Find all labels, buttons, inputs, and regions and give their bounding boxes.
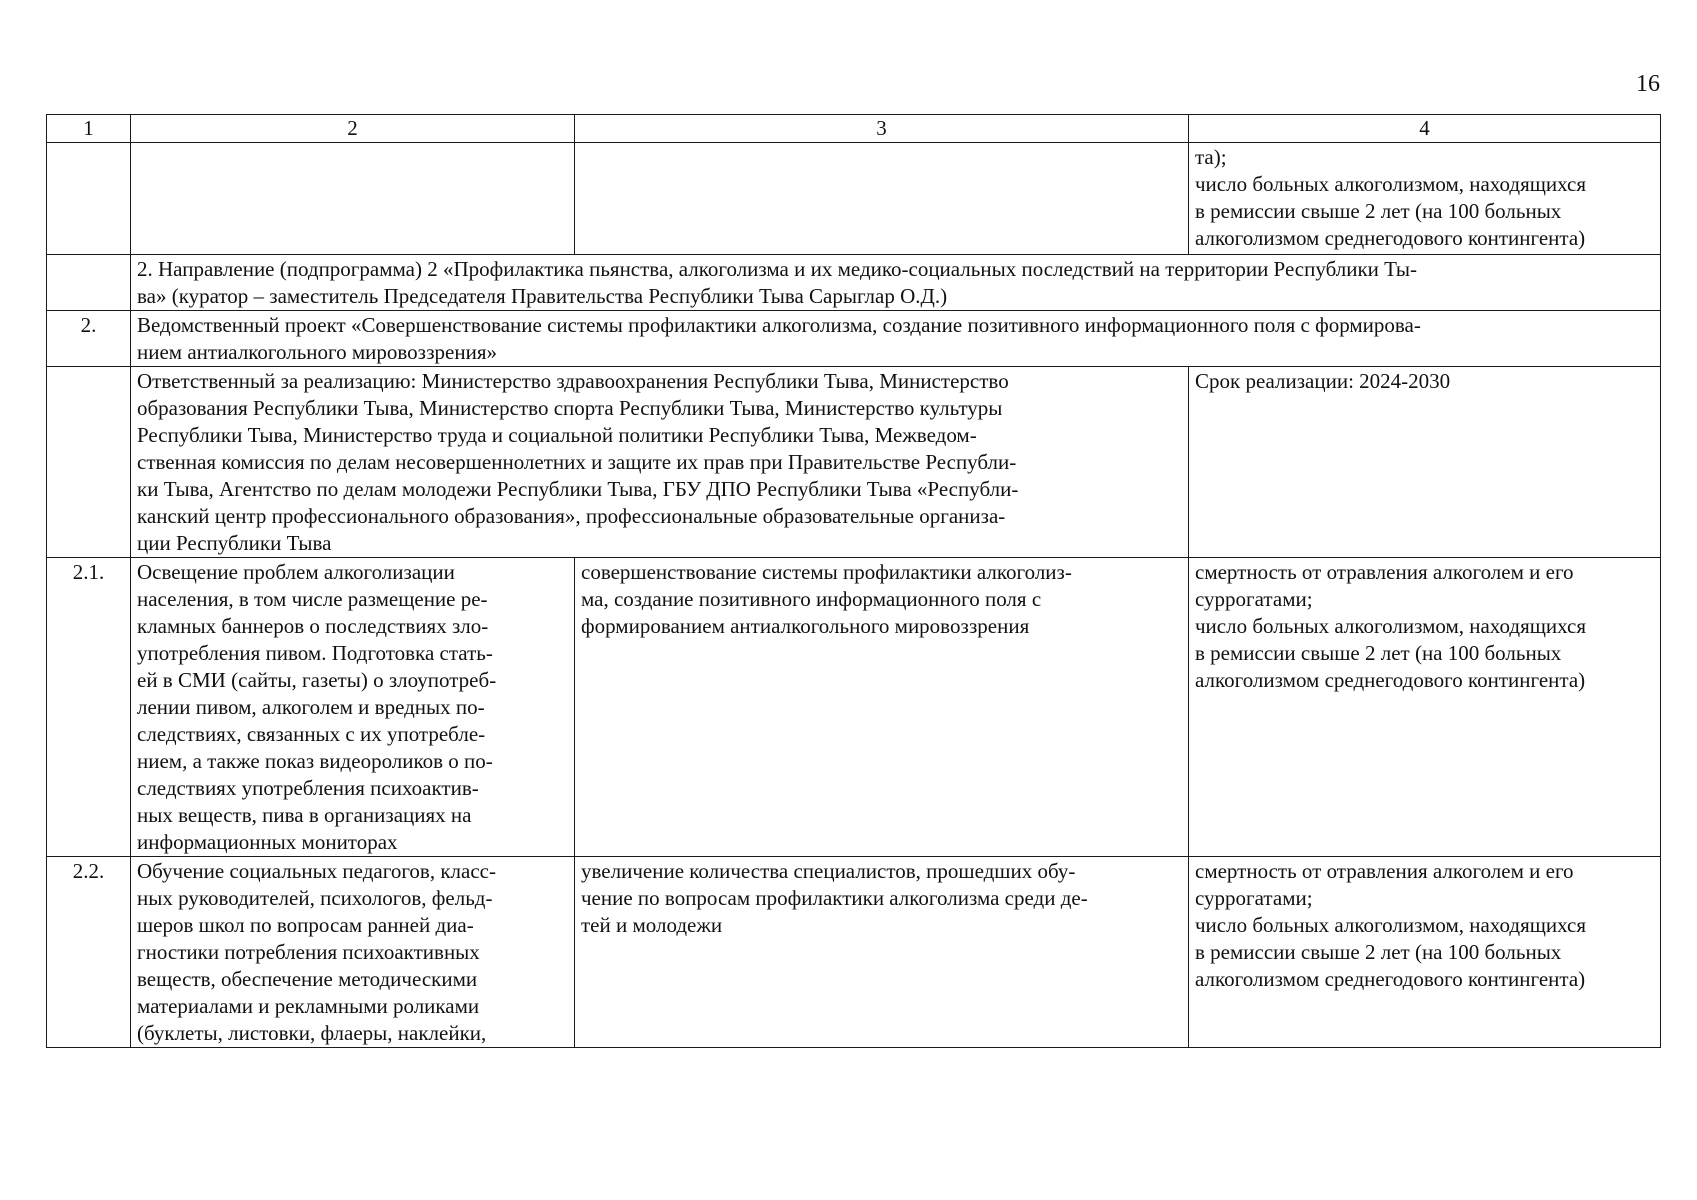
table-row [47, 857, 1661, 1048]
measure-line: следствиях употребления психоактив- [137, 776, 479, 800]
responsible-num-cell [47, 367, 131, 558]
header-col-4: 4 [1189, 115, 1661, 143]
indicator-cell [1189, 857, 1661, 1048]
direction-num-cell [47, 255, 131, 311]
header-col-3: 3 [575, 115, 1189, 143]
indicator-line: смертность от отравления алкоголем и его [1195, 859, 1574, 883]
continuation-num-cell [47, 143, 131, 255]
measure-line: употребления пивом. Подготовка стать- [137, 641, 493, 665]
continuation-col3-cell [575, 143, 1189, 255]
result-line: ма, создание позитивного информационного поля с [581, 587, 1042, 611]
measure-line: населения, в том числе размещение ре- [137, 587, 488, 611]
responsible-line: Ответственный за реализацию: Министерство здравоохранения Республики Тыва, Министерство [137, 369, 1009, 393]
continuation-row [47, 143, 1661, 255]
measure-line: шеров школ по вопросам ранней диа- [137, 913, 474, 937]
continuation-line: алкоголизмом среднегодового контингента) [1195, 226, 1586, 250]
measure-line: следствиях, связанных с их употребле- [137, 722, 486, 746]
continuation-line: в ремиссии свыше 2 лет (на 100 больных [1195, 199, 1562, 223]
measure-line: нием, а также показ видеороликов о по- [137, 749, 493, 773]
indicator-line: число больных алкоголизмом, находящихся [1195, 614, 1587, 638]
measure-line: материалами и рекламными роликами [137, 994, 480, 1018]
result-line: чение по вопросам профилактики алкоголизма среди де- [581, 886, 1088, 910]
measure-line: веществ, обеспечение методическими [137, 967, 478, 991]
project-number: 2. [47, 311, 131, 367]
responsible-line: ственная комиссия по делам несовершеннолетних и защите их прав при Правительстве Республи- [137, 450, 1017, 474]
result-line: формированием антиалкогольного мировоззрения [581, 614, 1030, 638]
measure-line: гностики потребления психоактивных [137, 940, 480, 964]
result-line: тей и молодежи [581, 913, 723, 937]
measure-line: Освещение проблем алкоголизации [137, 560, 455, 584]
measure-line: кламных баннеров о последствиях зло- [137, 614, 489, 638]
table-header-row [47, 115, 1661, 143]
responsible-line: ки Тыва, Агентство по делам молодежи Республики Тыва, ГБУ ДПО Республики Тыва «Республи- [137, 477, 1019, 501]
result-line: совершенствование системы профилактики алкоголиз- [581, 560, 1072, 584]
result-line: увеличение количества специалистов, прошедших обу- [581, 859, 1076, 883]
program-table [46, 114, 1661, 1048]
measure-line: Обучение социальных педагогов, класс- [137, 859, 496, 883]
continuation-line: число больных алкоголизмом, находящихся [1195, 172, 1587, 196]
direction-line: ва» (куратор – заместитель Председателя Правительства Республики Тыва Сарыглар О.Д.) [137, 284, 948, 308]
direction-heading [131, 255, 1661, 311]
indicator-cell [1189, 558, 1661, 857]
indicator-line: число больных алкоголизмом, находящихся [1195, 913, 1587, 937]
project-row [47, 311, 1661, 367]
term-cell: Срок реализации: 2024-2030 [1189, 367, 1661, 558]
measure-line: ных руководителей, психологов, фельд- [137, 886, 493, 910]
measure-cell [131, 558, 575, 857]
measure-line: лении пивом, алкоголем и вредных по- [137, 695, 485, 719]
indicator-line: суррогатами; [1195, 587, 1313, 611]
measure-line: информационных мониторах [137, 830, 398, 854]
measure-line: ей в СМИ (сайты, газеты) о злоупотреб- [137, 668, 497, 692]
result-cell [575, 558, 1189, 857]
header-col-2: 2 [131, 115, 575, 143]
page-number: 16 [1636, 71, 1660, 97]
indicator-line: в ремиссии свыше 2 лет (на 100 больных [1195, 940, 1562, 964]
direction-row [47, 255, 1661, 311]
project-title [131, 311, 1661, 367]
continuation-col4-cell [1189, 143, 1661, 255]
indicator-line: алкоголизмом среднегодового контингента) [1195, 668, 1586, 692]
project-title-line: нием антиалкогольного мировоззрения» [137, 340, 497, 364]
row-number: 2.2. [47, 857, 131, 1048]
table-row [47, 558, 1661, 857]
measure-cell [131, 857, 575, 1048]
measure-line: ных веществ, пива в организациях на [137, 803, 472, 827]
continuation-line: та); [1195, 145, 1227, 169]
responsible-line: образования Республики Тыва, Министерство спорта Республики Тыва, Министерство культуры [137, 396, 1003, 420]
direction-line: 2. Направление (подпрограмма) 2 «Профилактика пьянства, алкоголизма и их медико-социальных последствий на территории Республики Ты- [137, 257, 1418, 281]
responsible-line: Республики Тыва, Министерство труда и социальной политики Республики Тыва, Межведом- [137, 423, 977, 447]
indicator-line: суррогатами; [1195, 886, 1313, 910]
responsible-line: ции Республики Тыва [137, 531, 332, 555]
measure-line: (буклеты, листовки, флаеры, наклейки, [137, 1021, 487, 1045]
indicator-line: в ремиссии свыше 2 лет (на 100 больных [1195, 641, 1562, 665]
result-cell [575, 857, 1189, 1048]
header-col-1: 1 [47, 115, 131, 143]
responsible-row [47, 367, 1661, 558]
indicator-line: смертность от отравления алкоголем и его [1195, 560, 1574, 584]
responsible-line: канский центр профессионального образования», профессиональные образовательные организа- [137, 504, 1006, 528]
row-number: 2.1. [47, 558, 131, 857]
indicator-line: алкоголизмом среднегодового контингента) [1195, 967, 1586, 991]
project-title-line: Ведомственный проект «Совершенствование системы профилактики алкоголизма, создание позитивного информационного поля с формирова- [137, 313, 1421, 337]
continuation-col2-cell [131, 143, 575, 255]
responsible-cell [131, 367, 1189, 558]
